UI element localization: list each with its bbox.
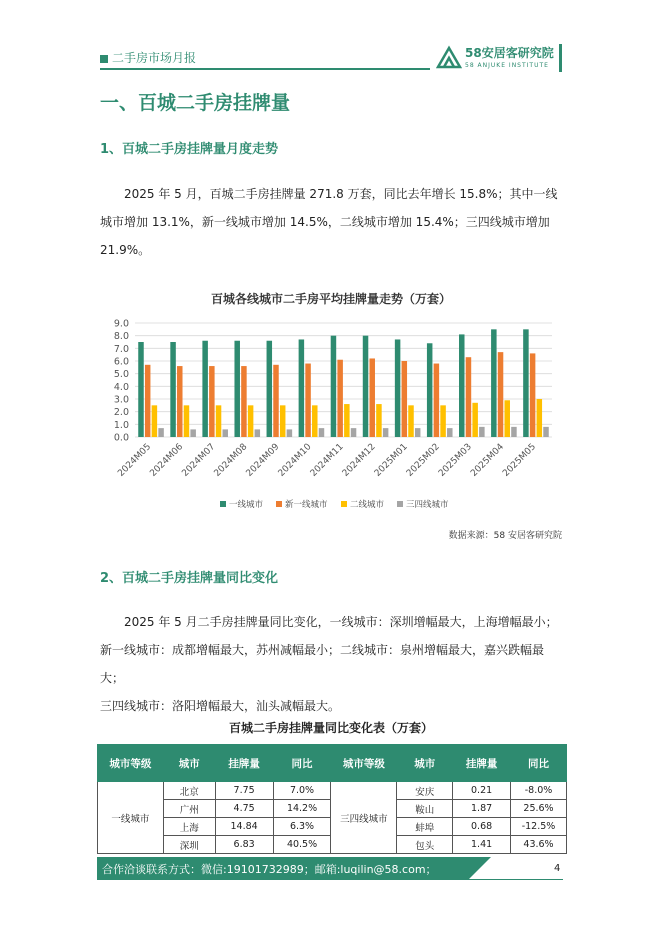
city-cell: 上海 xyxy=(163,818,215,836)
x-tick-label: 2024M12 xyxy=(340,442,378,479)
x-tick-label: 2024M10 xyxy=(276,442,314,479)
listing-cell: 14.84 xyxy=(215,818,273,836)
bar-1 xyxy=(170,342,176,437)
bar-3 xyxy=(280,405,286,437)
y-tick-label: 6.0 xyxy=(113,356,129,368)
footer-band-tip xyxy=(469,857,491,879)
listing-cell: 1.41 xyxy=(453,836,511,854)
bar-1 xyxy=(523,329,529,437)
legend-label: 二线城市 xyxy=(350,500,385,510)
listing-cell: 0.68 xyxy=(453,818,511,836)
bar-4 xyxy=(319,428,325,437)
logo-house-icon xyxy=(436,45,462,69)
y-tick-label: 4.0 xyxy=(113,381,129,393)
city-cell: 鞍山 xyxy=(397,800,453,818)
bar-2 xyxy=(369,358,375,437)
logo-subtext: 58 ANJUKE INSTITUTE xyxy=(465,62,549,69)
x-tick-label: 2025M03 xyxy=(437,442,474,479)
bar-2 xyxy=(241,366,247,437)
x-tick-label: 2024M08 xyxy=(212,442,250,479)
header-accent-bar xyxy=(559,44,562,72)
footer-contact: 合作洽谈联系方式：微信:19101732989；邮箱:luqilin@58.com； xyxy=(102,863,437,876)
bar-4 xyxy=(415,428,421,437)
listing-cell: 6.83 xyxy=(215,836,273,854)
paragraph-line: 新一线城市：成都增幅最大，苏州减幅最小；二线城市：泉州增幅最大，嘉兴跌幅最大； xyxy=(100,643,545,685)
x-tick-label: 2025M04 xyxy=(469,442,507,479)
x-tick-label: 2024M07 xyxy=(180,442,218,479)
y-tick-label: 0.0 xyxy=(113,432,129,444)
header-cell: 同比 xyxy=(273,745,331,782)
bar-1 xyxy=(234,341,240,437)
subsection-title-trend: 1、百城二手房挂牌量月度走势 xyxy=(100,142,279,157)
yoy-table xyxy=(97,744,567,854)
x-tick-label: 2024M06 xyxy=(148,442,186,479)
bar-4 xyxy=(351,428,357,437)
bar-4 xyxy=(158,428,164,437)
bar-2 xyxy=(273,365,279,437)
city-cell: 广州 xyxy=(163,800,215,818)
bar-4 xyxy=(190,429,196,437)
tier-cell: 三四线城市 xyxy=(331,782,397,854)
bar-1 xyxy=(138,342,144,437)
bar-4 xyxy=(287,429,293,437)
x-tick-label: 2025M02 xyxy=(404,442,442,479)
chart-title: 百城各线城市二手房平均挂牌量走势（万套） xyxy=(210,292,452,306)
city-cell: 深圳 xyxy=(163,836,215,854)
paragraph-line: 21.9%。 xyxy=(100,243,151,257)
legend-label: 一线城市 xyxy=(229,500,264,510)
x-tick-label: 2025M01 xyxy=(372,442,410,479)
section-title: 一、百城二手房挂牌量 xyxy=(100,92,291,114)
legend-label: 三四线城市 xyxy=(406,500,449,510)
bar-4 xyxy=(255,429,260,437)
tier-cell: 一线城市 xyxy=(98,782,164,854)
y-tick-label: 9.0 xyxy=(113,318,129,330)
bar-3 xyxy=(472,403,478,437)
header-cell: 同比 xyxy=(511,745,567,782)
header-marker xyxy=(100,55,108,63)
bar-3 xyxy=(248,405,254,437)
bar-3 xyxy=(344,404,350,437)
header-cell: 城市 xyxy=(163,745,215,782)
header-cell: 挂牌量 xyxy=(215,745,273,782)
bar-4 xyxy=(543,427,549,437)
city-cell: 北京 xyxy=(163,782,215,800)
header-cell: 城市 xyxy=(397,745,453,782)
listing-cell: 1.87 xyxy=(453,800,511,818)
header-cell: 城市等级 xyxy=(331,745,397,782)
bar-1 xyxy=(299,339,305,437)
y-tick-label: 7.0 xyxy=(113,343,129,355)
report-title: 二手房市场月报 xyxy=(112,51,197,65)
logo-text: 58安居客研究院 xyxy=(465,46,554,60)
bar-3 xyxy=(408,405,414,437)
bar-2 xyxy=(145,365,151,437)
table-header-row xyxy=(98,745,567,782)
bar-1 xyxy=(267,341,273,437)
footer-divider xyxy=(97,879,563,880)
listing-cell: 7.75 xyxy=(215,782,273,800)
header-cell: 城市等级 xyxy=(98,745,164,782)
y-tick-label: 8.0 xyxy=(113,331,129,343)
bar-3 xyxy=(184,405,190,437)
y-tick-label: 2.0 xyxy=(113,407,129,419)
x-tick-label: 2024M11 xyxy=(308,442,346,479)
bar-2 xyxy=(434,364,440,437)
yoy-cell: 14.2% xyxy=(273,800,331,818)
legend-swatch xyxy=(220,501,226,507)
x-tick-label: 2025M05 xyxy=(501,442,539,479)
paragraph-yoy xyxy=(100,608,564,720)
bar-1 xyxy=(395,339,401,437)
bar-1 xyxy=(491,329,497,437)
yoy-cell: 43.6% xyxy=(511,836,567,854)
table-row xyxy=(98,782,567,800)
paragraph-line: 三四线城市：洛阳增幅最大，汕头减幅最大。 xyxy=(100,699,341,713)
legend-swatch xyxy=(397,501,403,507)
bar-3 xyxy=(440,405,446,437)
bar-4 xyxy=(447,428,453,437)
bar-2 xyxy=(530,353,536,437)
bar-1 xyxy=(363,336,369,437)
yoy-cell: 25.6% xyxy=(511,800,567,818)
listing-trend-chart xyxy=(100,285,562,525)
yoy-cell: -8.0% xyxy=(511,782,567,800)
listing-cell: 0.21 xyxy=(453,782,511,800)
bar-2 xyxy=(466,357,472,437)
bar-2 xyxy=(337,360,343,437)
yoy-cell: 6.3% xyxy=(273,818,331,836)
bar-2 xyxy=(498,352,504,437)
city-cell: 蚌埠 xyxy=(397,818,453,836)
bar-2 xyxy=(402,361,408,437)
header-cell: 挂牌量 xyxy=(453,745,511,782)
legend-swatch xyxy=(276,501,282,507)
yoy-cell: 7.0% xyxy=(273,782,331,800)
paragraph-line: 2025 年 5 月，百城二手房挂牌量 271.8 万套，同比去年增长 15.8%；其中一线 xyxy=(124,187,558,201)
city-cell: 安庆 xyxy=(397,782,453,800)
page-number: 4 xyxy=(554,863,561,874)
legend-swatch xyxy=(341,501,347,507)
bar-3 xyxy=(504,400,510,437)
x-tick-label: 2024M09 xyxy=(244,442,282,479)
bar-1 xyxy=(427,343,433,437)
bar-4 xyxy=(479,427,485,437)
city-cell: 包头 xyxy=(397,836,453,854)
bar-4 xyxy=(383,428,389,437)
paragraph-line: 2025 年 5 月二手房挂牌量同比变化，一线城市：深圳增幅最大，上海增幅最小； xyxy=(124,615,558,629)
subsection-title-yoy: 2、百城二手房挂牌量同比变化 xyxy=(100,571,279,586)
legend-label: 新一线城市 xyxy=(285,500,328,510)
bar-3 xyxy=(376,404,382,437)
bar-1 xyxy=(459,334,465,437)
x-tick-label: 2024M05 xyxy=(116,442,154,479)
bar-1 xyxy=(202,341,208,437)
table-title: 百城二手房挂牌量同比变化表（万套） xyxy=(228,721,433,735)
bar-3 xyxy=(537,399,543,437)
bar-4 xyxy=(511,427,516,437)
paragraph-line: 城市增加 13.1%，新一线城市增加 14.5%，二线城市增加 15.4%；三四线城市增加 xyxy=(100,215,550,229)
bar-3 xyxy=(216,405,222,437)
bar-1 xyxy=(331,336,337,437)
bar-3 xyxy=(312,405,318,437)
yoy-cell: 40.5% xyxy=(273,836,331,854)
y-tick-label: 1.0 xyxy=(113,419,129,431)
y-tick-label: 5.0 xyxy=(113,369,129,381)
bar-2 xyxy=(177,366,183,437)
bar-2 xyxy=(305,364,311,437)
header-divider xyxy=(100,68,430,70)
y-tick-label: 3.0 xyxy=(113,394,129,406)
bar-4 xyxy=(222,429,228,437)
bar-2 xyxy=(209,366,215,437)
listing-cell: 4.75 xyxy=(215,800,273,818)
yoy-cell: -12.5% xyxy=(511,818,567,836)
paragraph-trend xyxy=(100,180,564,264)
data-source: 数据来源：58 安居客研究院 xyxy=(448,531,562,541)
bar-3 xyxy=(152,405,158,437)
